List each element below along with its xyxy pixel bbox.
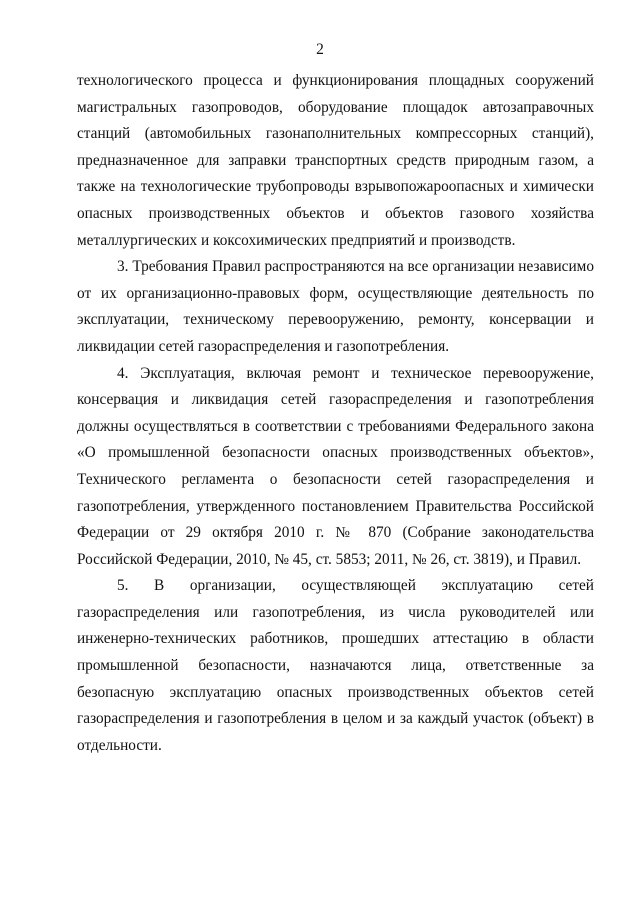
paragraph-5: 5. В организации, осуществляющей эксплуатацию сетей газораспределения или газопотребления, из числа руководителей или инженерно-технических работников, прошедших аттестацию в области промышленной безопасности, назначаются лица, ответственные за безопасную эксплуатацию опасных производственных объектов сетей газораспределения и газопотребления в целом и за каждый участок (объект) в отдельности. [77,577,594,754]
page-number: 2 [316,41,324,58]
paragraph-4: 4. Эксплуатация, включая ремонт и техническое перевооружение, консервация и ликвидация сетей газораспределения и газопотребления должны осуществляться в соответствии с требованиями Федерального закона «О промышленной безопасности опасных производственных объектов», Технического регламента о безопасности сетей газораспределения и газопотребления, утвержденного постановлением Правительства Российской Федерации от 29 октября 2010 г. № 870 (Собрание законодательства Российской Федерации, 2010, № 45, ст. 5853; 2011, № 26, ст. 3819), и Правил. [77,364,594,568]
paragraph-continuation: технологического процесса и функционирования площадных сооружений магистральных газопроводов, оборудование площадок автозаправочных станций (автомобильных газонаполнительных компрессорных станций), предназначенное для заправки транспортных средств природным газом, а также на технологические трубопроводы взрывопожароопасных и химически опасных производственных объектов и объектов газового хозяйства металлургических и коксохимических предприятий и производств. [77,72,594,249]
document-body [77,68,594,759]
paragraph-3: 3. Требования Правил распространяются на все организации независимо от их организационно-правовых форм, осуществляющие деятельность по эксплуатации, техническому перевооружению, ремонту, консервации и ликвидации сетей газораспределения и газопотребления. [77,258,594,355]
